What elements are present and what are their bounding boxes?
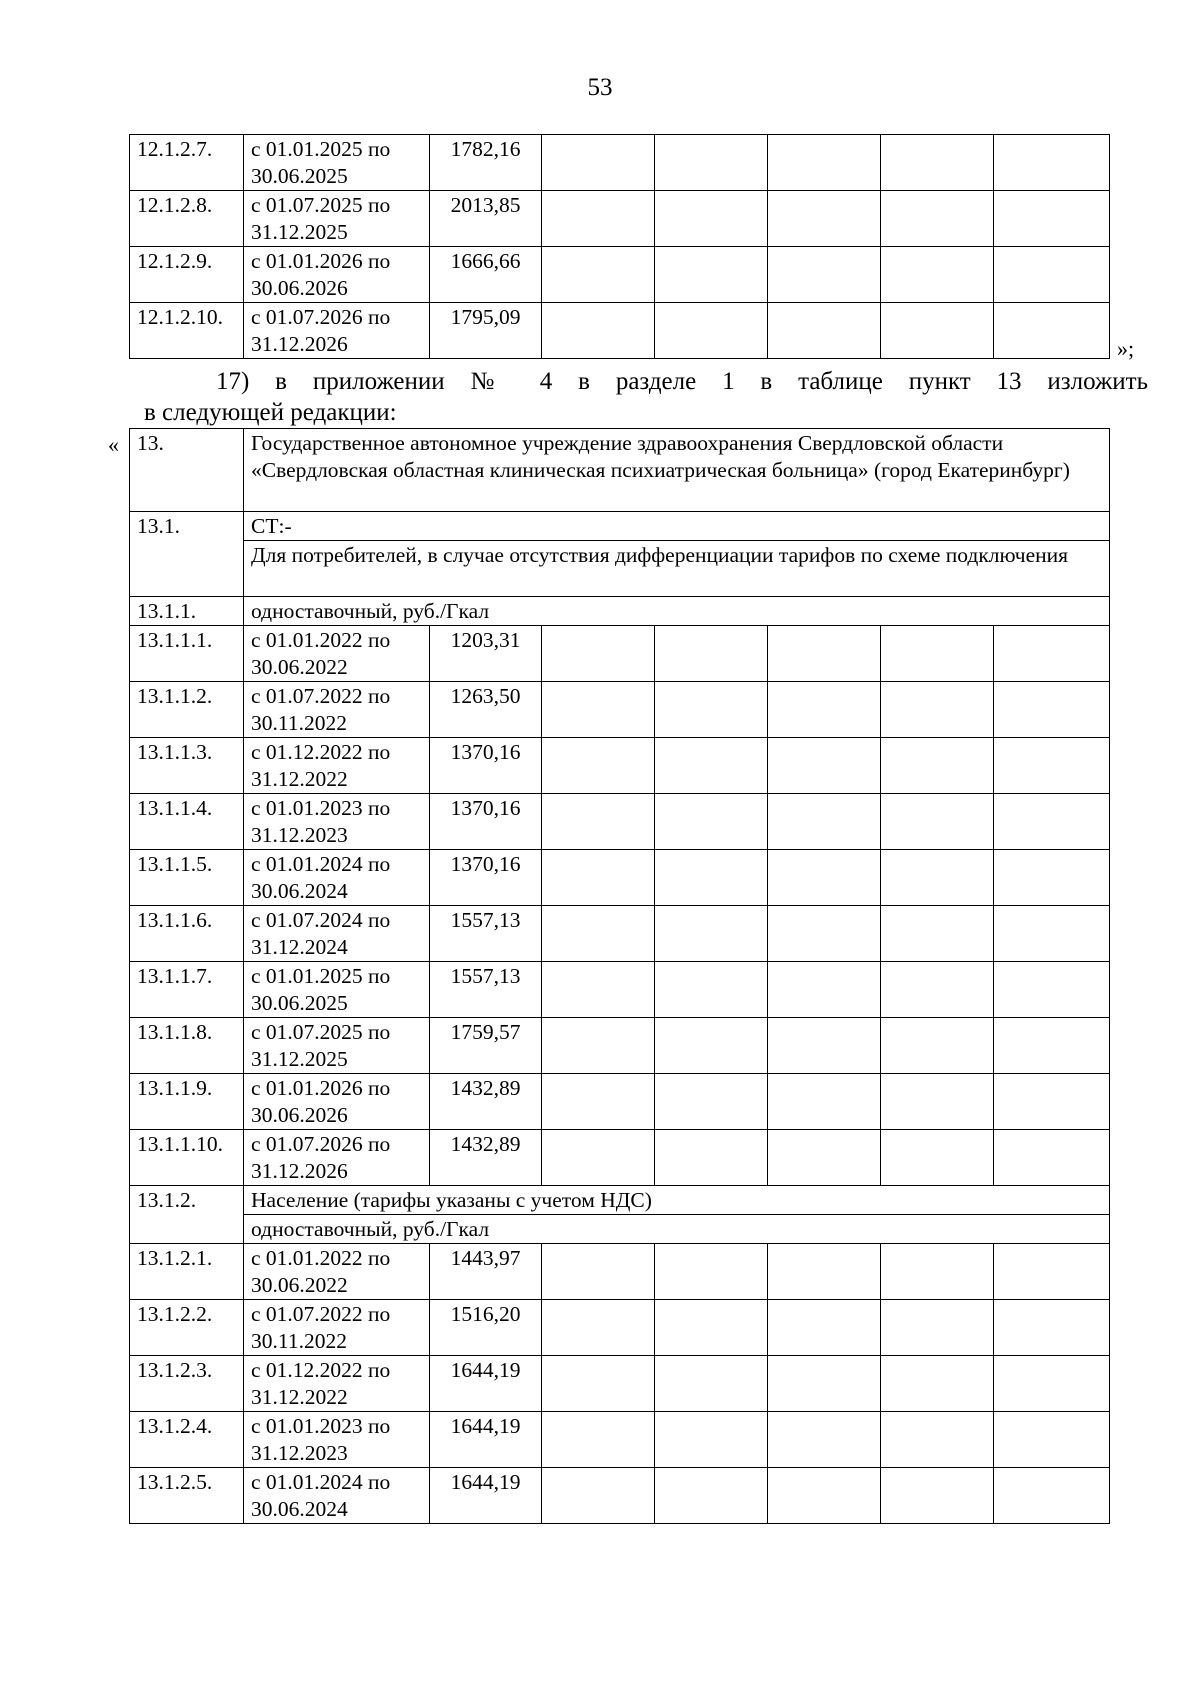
tariff-row-code: 13.1.1.5. xyxy=(130,850,244,906)
tariff-row-period xyxy=(244,191,430,247)
tariff-row-period-start: с 01.01.2024 по xyxy=(251,852,391,876)
tariff-row-empty-cell xyxy=(881,682,994,738)
tariff-row-empty-cell xyxy=(768,626,881,682)
tariff-row-empty-cell xyxy=(881,1074,994,1130)
tariff-row-empty-cell xyxy=(768,135,881,191)
tariff-row-code: 13.1.1.4. xyxy=(130,794,244,850)
tariff-row xyxy=(130,794,1110,850)
tariff-row-value: 1432,89 xyxy=(430,1130,542,1186)
group2-title: Население (тарифы указаны с учетом НДС) xyxy=(244,1186,1110,1215)
group2-code: 13.1.2. xyxy=(130,1186,244,1244)
tariff-row-empty-cell xyxy=(881,1244,994,1300)
tariff-row-value: 1644,19 xyxy=(430,1412,542,1468)
tariff-row-period-start: с 01.07.2024 по xyxy=(251,908,391,932)
tariff-row-code: 13.1.2.4. xyxy=(130,1412,244,1468)
tariff-row-empty-cell xyxy=(768,850,881,906)
tariff-row-empty-cell xyxy=(768,738,881,794)
tariff-row-code: 13.1.1.10. xyxy=(130,1130,244,1186)
tariff-row-period-end: 31.12.2023 xyxy=(251,823,348,847)
tariff-row-empty-cell xyxy=(768,682,881,738)
tariff-row-empty-cell xyxy=(881,1300,994,1356)
tariff-row-empty-cell xyxy=(655,1018,768,1074)
tariff-row-value: 1644,19 xyxy=(430,1356,542,1412)
tariff-row-period-end: 30.06.2026 xyxy=(251,1103,348,1127)
tariff-row-empty-cell xyxy=(768,1244,881,1300)
tariff-row-code: 12.1.2.9. xyxy=(130,247,244,303)
tariff-row-value: 1759,57 xyxy=(430,1018,542,1074)
tariff-row-empty-cell xyxy=(994,906,1110,962)
tariff-row xyxy=(130,1300,1110,1356)
tariff-row-empty-cell xyxy=(655,962,768,1018)
tariff-row-empty-cell xyxy=(881,794,994,850)
tariff-row-empty-cell xyxy=(542,682,655,738)
tariff-row-value: 2013,85 xyxy=(430,191,542,247)
tariff-row xyxy=(130,626,1110,682)
tariff-row-empty-cell xyxy=(655,850,768,906)
tariff-row-empty-cell xyxy=(994,1468,1110,1524)
tariff-row-value: 1203,31 xyxy=(430,626,542,682)
tariff-row-value: 1666,66 xyxy=(430,247,542,303)
tariff-row-empty-cell xyxy=(542,1412,655,1468)
tariff-row-empty-cell xyxy=(542,1074,655,1130)
item-header-row xyxy=(130,429,1110,512)
tariff-row xyxy=(130,1356,1110,1412)
tariff-row-empty-cell xyxy=(542,794,655,850)
tariff-row-period-end: 31.12.2024 xyxy=(251,935,348,959)
tariff-row-empty-cell xyxy=(994,1244,1110,1300)
tariff-row-period xyxy=(244,626,430,682)
tariff-row-period-start: с 01.01.2024 по xyxy=(251,1470,391,1494)
tariff-row xyxy=(130,1412,1110,1468)
tariff-row-empty-cell xyxy=(994,1074,1110,1130)
tariff-row-empty-cell xyxy=(768,1074,881,1130)
tariff-row-period-start: с 01.07.2025 по xyxy=(251,1020,391,1044)
tariff-row-code: 12.1.2.10. xyxy=(130,303,244,359)
tariff-row-empty-cell xyxy=(655,738,768,794)
tariff-row-empty-cell xyxy=(768,794,881,850)
tariff-row-period xyxy=(244,1244,430,1300)
tariff-row-code: 13.1.2.1. xyxy=(130,1244,244,1300)
tariff-row-period xyxy=(244,1468,430,1524)
tariff-row xyxy=(130,738,1110,794)
tariff-row-empty-cell xyxy=(542,738,655,794)
tariff-row-empty-cell xyxy=(881,135,994,191)
subitem-consumers: Для потребителей, в случае отсутствия дифференциации тарифов по схеме подключения xyxy=(244,541,1110,597)
tariff-row-period xyxy=(244,850,430,906)
tariff-row-empty-cell xyxy=(542,191,655,247)
tariff-row xyxy=(130,850,1110,906)
tariff-row-empty-cell xyxy=(768,1130,881,1186)
tariff-row-code: 13.1.1.3. xyxy=(130,738,244,794)
tariff-row-empty-cell xyxy=(768,906,881,962)
tariff-row xyxy=(130,1018,1110,1074)
tariff-row-empty-cell xyxy=(542,1468,655,1524)
tariff-row-value: 1557,13 xyxy=(430,906,542,962)
tariff-row-period-end: 30.06.2024 xyxy=(251,879,348,903)
tariff-row-period xyxy=(244,1300,430,1356)
tariff-row xyxy=(130,303,1110,359)
tariff-row-value: 1557,13 xyxy=(430,962,542,1018)
tariff-row-period-end: 31.12.2022 xyxy=(251,1385,348,1409)
tariff-row-period xyxy=(244,1412,430,1468)
tariff-row-empty-cell xyxy=(994,962,1110,1018)
tariff-row-empty-cell xyxy=(655,794,768,850)
tariff-row-empty-cell xyxy=(655,1412,768,1468)
tariff-row-empty-cell xyxy=(655,1468,768,1524)
group1-label: одноставочный, руб./Гкал xyxy=(244,597,1110,626)
tariff-row-period xyxy=(244,682,430,738)
tariff-row-empty-cell xyxy=(768,191,881,247)
tariff-row-period-end: 31.12.2026 xyxy=(251,1159,348,1183)
tariff-row-value: 1370,16 xyxy=(430,850,542,906)
tariff-row-period-start: с 01.01.2025 по xyxy=(251,964,391,988)
tariff-row-empty-cell xyxy=(994,738,1110,794)
tariff-row-code: 13.1.2.5. xyxy=(130,1468,244,1524)
tariff-row-empty-cell xyxy=(655,1356,768,1412)
tariff-row-period-end: 30.11.2022 xyxy=(251,711,347,735)
amendment-paragraph-line-1: 17) в приложении № 4 в разделе 1 в таблице пункт 13 изложить xyxy=(216,368,1148,395)
subitem-ct: СТ:- xyxy=(244,512,1110,541)
tariff-row-empty-cell xyxy=(655,1300,768,1356)
tariff-row-empty-cell xyxy=(994,303,1110,359)
tariff-row-empty-cell xyxy=(542,850,655,906)
tariff-row-period-end: 31.12.2025 xyxy=(251,220,348,244)
tariff-row-empty-cell xyxy=(881,738,994,794)
tariff-row-empty-cell xyxy=(542,1130,655,1186)
tariff-row-period-end: 30.06.2022 xyxy=(251,1273,348,1297)
tariff-row xyxy=(130,682,1110,738)
tariff-row-code: 13.1.1.8. xyxy=(130,1018,244,1074)
tariff-row-empty-cell xyxy=(881,906,994,962)
tariff-row-period xyxy=(244,962,430,1018)
page-number: 53 xyxy=(587,74,613,101)
tariff-row-period-start: с 01.01.2023 по xyxy=(251,1414,391,1438)
tariff-row-empty-cell xyxy=(881,626,994,682)
tariff-row-empty-cell xyxy=(655,303,768,359)
tariff-row-value: 1432,89 xyxy=(430,1074,542,1130)
tariff-row-code: 12.1.2.7. xyxy=(130,135,244,191)
tariff-row xyxy=(130,191,1110,247)
tariff-row xyxy=(130,1074,1110,1130)
tariff-row-period-end: 30.06.2022 xyxy=(251,655,348,679)
subitem-ct-row xyxy=(130,512,1110,541)
tariff-row-empty-cell xyxy=(655,626,768,682)
tariff-row-period xyxy=(244,1356,430,1412)
tariff-row-empty-cell xyxy=(655,1244,768,1300)
tariff-row-period-start: с 01.01.2022 по xyxy=(251,628,391,652)
tariff-table-item-13 xyxy=(129,428,1110,1524)
tariff-row-period-end: 31.12.2022 xyxy=(251,767,348,791)
tariff-row-value: 1644,19 xyxy=(430,1468,542,1524)
tariff-row-value: 1370,16 xyxy=(430,794,542,850)
tariff-row-empty-cell xyxy=(655,1074,768,1130)
tariff-row-period xyxy=(244,135,430,191)
tariff-row-empty-cell xyxy=(542,962,655,1018)
tariff-row-empty-cell xyxy=(994,1130,1110,1186)
tariff-row-period-end: 31.12.2023 xyxy=(251,1441,348,1465)
tariff-row-empty-cell xyxy=(768,1468,881,1524)
tariff-row-empty-cell xyxy=(768,1356,881,1412)
tariff-row-empty-cell xyxy=(994,1300,1110,1356)
tariff-row-empty-cell xyxy=(881,962,994,1018)
tariff-row-value: 1443,97 xyxy=(430,1244,542,1300)
tariff-row-code: 13.1.2.2. xyxy=(130,1300,244,1356)
tariff-row xyxy=(130,906,1110,962)
tariff-row-empty-cell xyxy=(542,906,655,962)
tariff-row xyxy=(130,1130,1110,1186)
tariff-table-item-13-body xyxy=(130,429,1110,1524)
tariff-row-empty-cell xyxy=(881,1130,994,1186)
tariff-row-code: 13.1.1.6. xyxy=(130,906,244,962)
closing-quote: »; xyxy=(1117,336,1135,361)
group2-label-row xyxy=(130,1215,1110,1244)
tariff-row-empty-cell xyxy=(881,191,994,247)
tariff-row-period-start: с 01.07.2022 по xyxy=(251,684,391,708)
tariff-row-empty-cell xyxy=(881,247,994,303)
tariff-row-code: 12.1.2.8. xyxy=(130,191,244,247)
tariff-row-period-start: с 01.12.2022 по xyxy=(251,1358,391,1382)
tariff-row-period xyxy=(244,794,430,850)
tariff-row-empty-cell xyxy=(542,1018,655,1074)
tariff-row-period-start: с 01.01.2026 по xyxy=(251,249,391,273)
tariff-row-value: 1263,50 xyxy=(430,682,542,738)
tariff-row-code: 13.1.1.1. xyxy=(130,626,244,682)
tariff-row-value: 1516,20 xyxy=(430,1300,542,1356)
tariff-row-period xyxy=(244,303,430,359)
tariff-row-empty-cell xyxy=(768,303,881,359)
tariff-row-empty-cell xyxy=(542,1244,655,1300)
tariff-table-continued xyxy=(129,134,1110,359)
tariff-row-period-end: 31.12.2026 xyxy=(251,332,348,356)
tariff-row-period-start: с 01.07.2026 по xyxy=(251,1132,391,1156)
tariff-row xyxy=(130,962,1110,1018)
tariff-table-continued-body xyxy=(130,135,1110,359)
tariff-row-period xyxy=(244,738,430,794)
tariff-row-empty-cell xyxy=(994,1356,1110,1412)
tariff-row xyxy=(130,1468,1110,1524)
tariff-row-empty-cell xyxy=(655,682,768,738)
group1-header-row xyxy=(130,597,1110,626)
tariff-row-empty-cell xyxy=(655,1130,768,1186)
tariff-row-period-start: с 01.01.2025 по xyxy=(251,137,391,161)
tariff-row-empty-cell xyxy=(542,1300,655,1356)
tariff-row-empty-cell xyxy=(994,191,1110,247)
tariff-row-empty-cell xyxy=(994,794,1110,850)
tariff-row xyxy=(130,135,1110,191)
amendment-paragraph xyxy=(144,366,1148,428)
tariff-row-period-start: с 01.01.2023 по xyxy=(251,796,391,820)
tariff-row-empty-cell xyxy=(881,303,994,359)
tariff-row-code: 13.1.1.7. xyxy=(130,962,244,1018)
subitem-code: 13.1. xyxy=(130,512,244,597)
tariff-row-empty-cell xyxy=(881,1468,994,1524)
tariff-row-code: 13.1.2.3. xyxy=(130,1356,244,1412)
tariff-row-empty-cell xyxy=(881,850,994,906)
tariff-row xyxy=(130,1244,1110,1300)
tariff-row-value: 1795,09 xyxy=(430,303,542,359)
tariff-row-empty-cell xyxy=(881,1356,994,1412)
tariff-row-empty-cell xyxy=(655,906,768,962)
tariff-row-empty-cell xyxy=(768,1018,881,1074)
tariff-row-empty-cell xyxy=(768,1412,881,1468)
tariff-row-empty-cell xyxy=(994,1018,1110,1074)
item-code: 13. xyxy=(130,429,244,512)
group2-label: одноставочный, руб./Гкал xyxy=(244,1215,1110,1244)
tariff-row-empty-cell xyxy=(768,962,881,1018)
group2-title-row xyxy=(130,1186,1110,1215)
tariff-row-period xyxy=(244,1130,430,1186)
tariff-row-empty-cell xyxy=(994,135,1110,191)
group1-code: 13.1.1. xyxy=(130,597,244,626)
tariff-row-empty-cell xyxy=(655,247,768,303)
tariff-row-empty-cell xyxy=(768,247,881,303)
tariff-row-period-end: 30.11.2022 xyxy=(251,1329,347,1353)
tariff-row-empty-cell xyxy=(994,1412,1110,1468)
amendment-paragraph-line-2: в следующей редакции: xyxy=(144,399,397,426)
tariff-row-code: 13.1.1.2. xyxy=(130,682,244,738)
tariff-row-empty-cell xyxy=(881,1018,994,1074)
tariff-row-period-start: с 01.07.2022 по xyxy=(251,1302,391,1326)
tariff-row-empty-cell xyxy=(994,850,1110,906)
tariff-row-empty-cell xyxy=(994,682,1110,738)
tariff-row-period xyxy=(244,1018,430,1074)
tariff-row-period-start: с 01.01.2022 по xyxy=(251,1246,391,1270)
tariff-row-period-end: 30.06.2024 xyxy=(251,1497,348,1521)
tariff-row-period-start: с 01.07.2026 по xyxy=(251,305,391,329)
tariff-row-value: 1782,16 xyxy=(430,135,542,191)
opening-quote: « xyxy=(108,432,119,457)
tariff-row-period xyxy=(244,1074,430,1130)
tariff-row-period xyxy=(244,247,430,303)
tariff-row-empty-cell xyxy=(994,626,1110,682)
item-title: Государственное автономное учреждение здравоохранения Свердловской области «Свердловская областная клиническая психиатрическая больница» (город Екатеринбург) xyxy=(244,429,1110,512)
tariff-row-empty-cell xyxy=(542,303,655,359)
tariff-row-empty-cell xyxy=(768,1300,881,1356)
tariff-row-period-start: с 01.12.2022 по xyxy=(251,740,391,764)
tariff-row-empty-cell xyxy=(542,1356,655,1412)
tariff-row-empty-cell xyxy=(655,191,768,247)
tariff-row-empty-cell xyxy=(655,135,768,191)
tariff-row-code: 13.1.1.9. xyxy=(130,1074,244,1130)
tariff-row xyxy=(130,247,1110,303)
tariff-row-empty-cell xyxy=(542,626,655,682)
tariff-row-empty-cell xyxy=(994,247,1110,303)
tariff-row-period-end: 30.06.2025 xyxy=(251,991,348,1015)
tariff-row-period-end: 30.06.2026 xyxy=(251,276,348,300)
tariff-row-period-start: с 01.07.2025 по xyxy=(251,193,391,217)
tariff-row-period xyxy=(244,906,430,962)
tariff-row-empty-cell xyxy=(542,135,655,191)
tariff-row-empty-cell xyxy=(542,247,655,303)
tariff-row-period-end: 30.06.2025 xyxy=(251,164,348,188)
tariff-row-value: 1370,16 xyxy=(430,738,542,794)
tariff-row-empty-cell xyxy=(881,1412,994,1468)
tariff-row-period-end: 31.12.2025 xyxy=(251,1047,348,1071)
subitem-consumers-row xyxy=(130,541,1110,597)
tariff-row-period-start: с 01.01.2026 по xyxy=(251,1076,391,1100)
